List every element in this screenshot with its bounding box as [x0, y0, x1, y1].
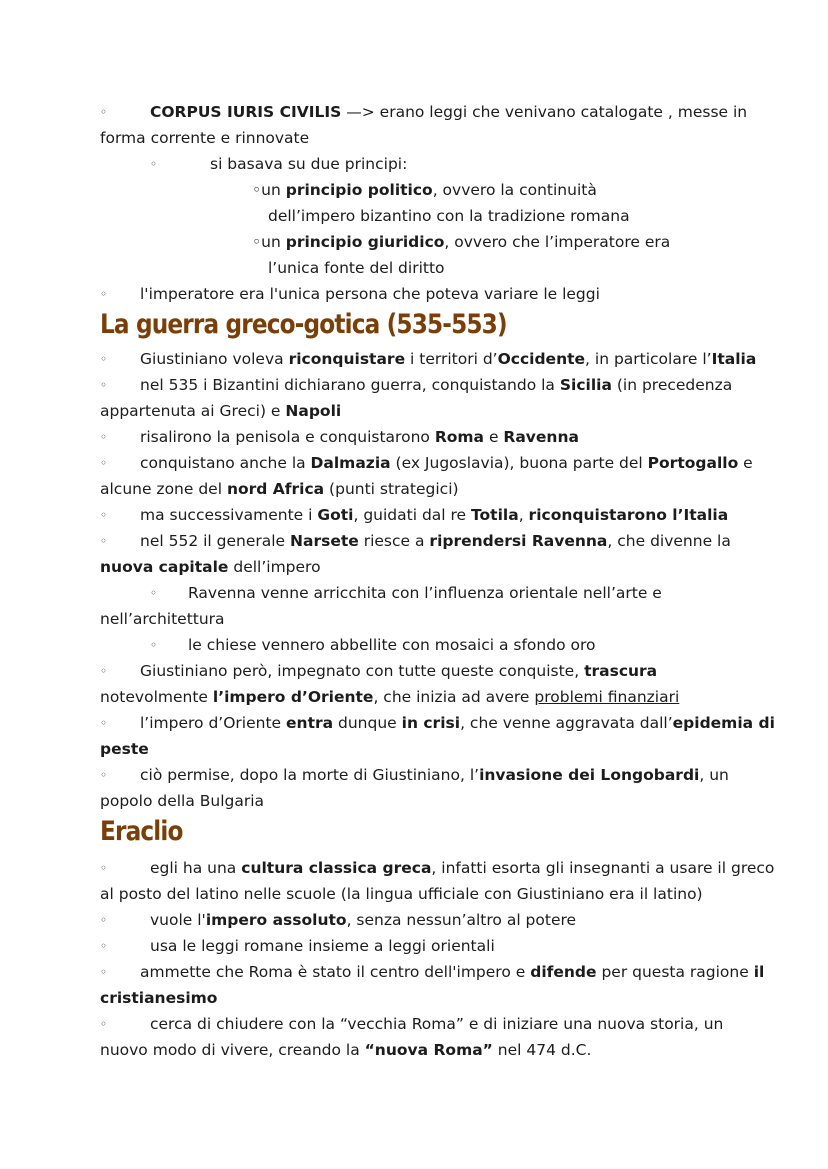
- bullet: ◦: [100, 664, 108, 678]
- text-line: dell’impero bizantino con la tradizione romana: [268, 207, 630, 225]
- bullet: ◦: [100, 456, 108, 470]
- text-line: nel 552 il generale Narsete riesce a riprendersi Ravenna, che divenne la: [140, 532, 731, 550]
- text-line: l’unica fonte del diritto: [268, 259, 445, 277]
- bullet: ◦: [150, 586, 158, 600]
- bullet: ◦: [100, 378, 108, 392]
- bullet: ◦: [100, 1017, 108, 1031]
- bullet: ◦: [100, 939, 108, 953]
- section-heading: Eraclio: [100, 816, 183, 847]
- text-line: conquistano anche la Dalmazia (ex Jugoslavia), buona parte del Portogallo e: [140, 454, 753, 472]
- bullet: ◦: [100, 965, 108, 979]
- text-line: cerca di chiudere con la “vecchia Roma” e di iniziare una nuova storia, un: [150, 1015, 724, 1033]
- text-line: nell’architettura: [100, 610, 225, 628]
- text-line: le chiese vennero abbellite con mosaici a sfondo oro: [188, 636, 596, 654]
- bullet: ◦: [100, 508, 108, 522]
- text-line: ma successivamente i Goti, guidati dal re Totila, riconquistarono l’Italia: [140, 506, 729, 524]
- text-line: ◦un principio politico, ovvero la continuità: [252, 181, 597, 199]
- bullet: ◦: [100, 716, 108, 730]
- text-line: forma corrente e rinnovate: [100, 129, 310, 147]
- text-line: alcune zone del nord Africa (punti strategici): [100, 480, 459, 498]
- text-line: nuovo modo di vivere, creando la “nuova Roma” nel 474 d.C.: [100, 1041, 592, 1059]
- section-heading: La guerra greco-gotica (535-553): [100, 309, 507, 340]
- bullet: ◦: [100, 430, 108, 444]
- text-line: notevolmente l’impero d’Oriente, che inizia ad avere problemi finanziari: [100, 688, 680, 706]
- bullet: ◦: [100, 352, 108, 366]
- text-line: al posto del latino nelle scuole (la lingua ufficiale con Giustiniano era il latino): [100, 885, 703, 903]
- text-line: risalirono la penisola e conquistarono Roma e Ravenna: [140, 428, 579, 446]
- text-line: si basava su due principi:: [210, 155, 408, 173]
- text-line: CORPUS IURIS CIVILIS —> erano leggi che venivano catalogate , messe in: [150, 103, 748, 121]
- bullet: ◦: [100, 534, 108, 548]
- bullet: ◦: [150, 638, 158, 652]
- bullet: ◦: [100, 913, 108, 927]
- bullet: ◦: [100, 287, 108, 301]
- text-line: cristianesimo: [100, 989, 218, 1007]
- text-line: egli ha una cultura classica greca, infatti esorta gli insegnanti a usare il greco: [150, 859, 775, 877]
- text-line: vuole l'impero assoluto, senza nessun’altro al potere: [150, 911, 577, 929]
- text-line: l’impero d’Oriente entra dunque in crisi, che venne aggravata dall’epidemia di: [140, 714, 775, 732]
- text-line: ◦un principio giuridico, ovvero che l’imperatore era: [252, 233, 671, 251]
- text-line: Giustiniano però, impegnato con tutte queste conquiste, trascura: [140, 662, 658, 680]
- text-line: nel 535 i Bizantini dichiarano guerra, conquistando la Sicilia (in precedenza: [140, 376, 733, 394]
- bullet: ◦: [150, 157, 158, 171]
- text-line: l'imperatore era l'unica persona che poteva variare le leggi: [140, 285, 600, 303]
- text-line: ciò permise, dopo la morte di Giustiniano, l’invasione dei Longobardi, un: [140, 766, 729, 784]
- text-line: popolo della Bulgaria: [100, 792, 265, 810]
- text-line: usa le leggi romane insieme a leggi orientali: [150, 937, 495, 955]
- bullet: ◦: [100, 768, 108, 782]
- text-line: Giustiniano voleva riconquistare i territori d’Occidente, in particolare l’Italia: [140, 350, 757, 368]
- bullet: ◦: [100, 861, 108, 875]
- text-line: Ravenna venne arricchita con l’influenza orientale nell’arte e: [188, 584, 662, 602]
- text-line: peste: [100, 740, 149, 758]
- bullet: ◦: [100, 105, 108, 119]
- text-line: appartenuta ai Greci) e Napoli: [100, 402, 342, 420]
- text-line: nuova capitale dell’impero: [100, 558, 321, 576]
- text-line: ammette che Roma è stato il centro dell'impero e difende per questa ragione il: [140, 963, 765, 981]
